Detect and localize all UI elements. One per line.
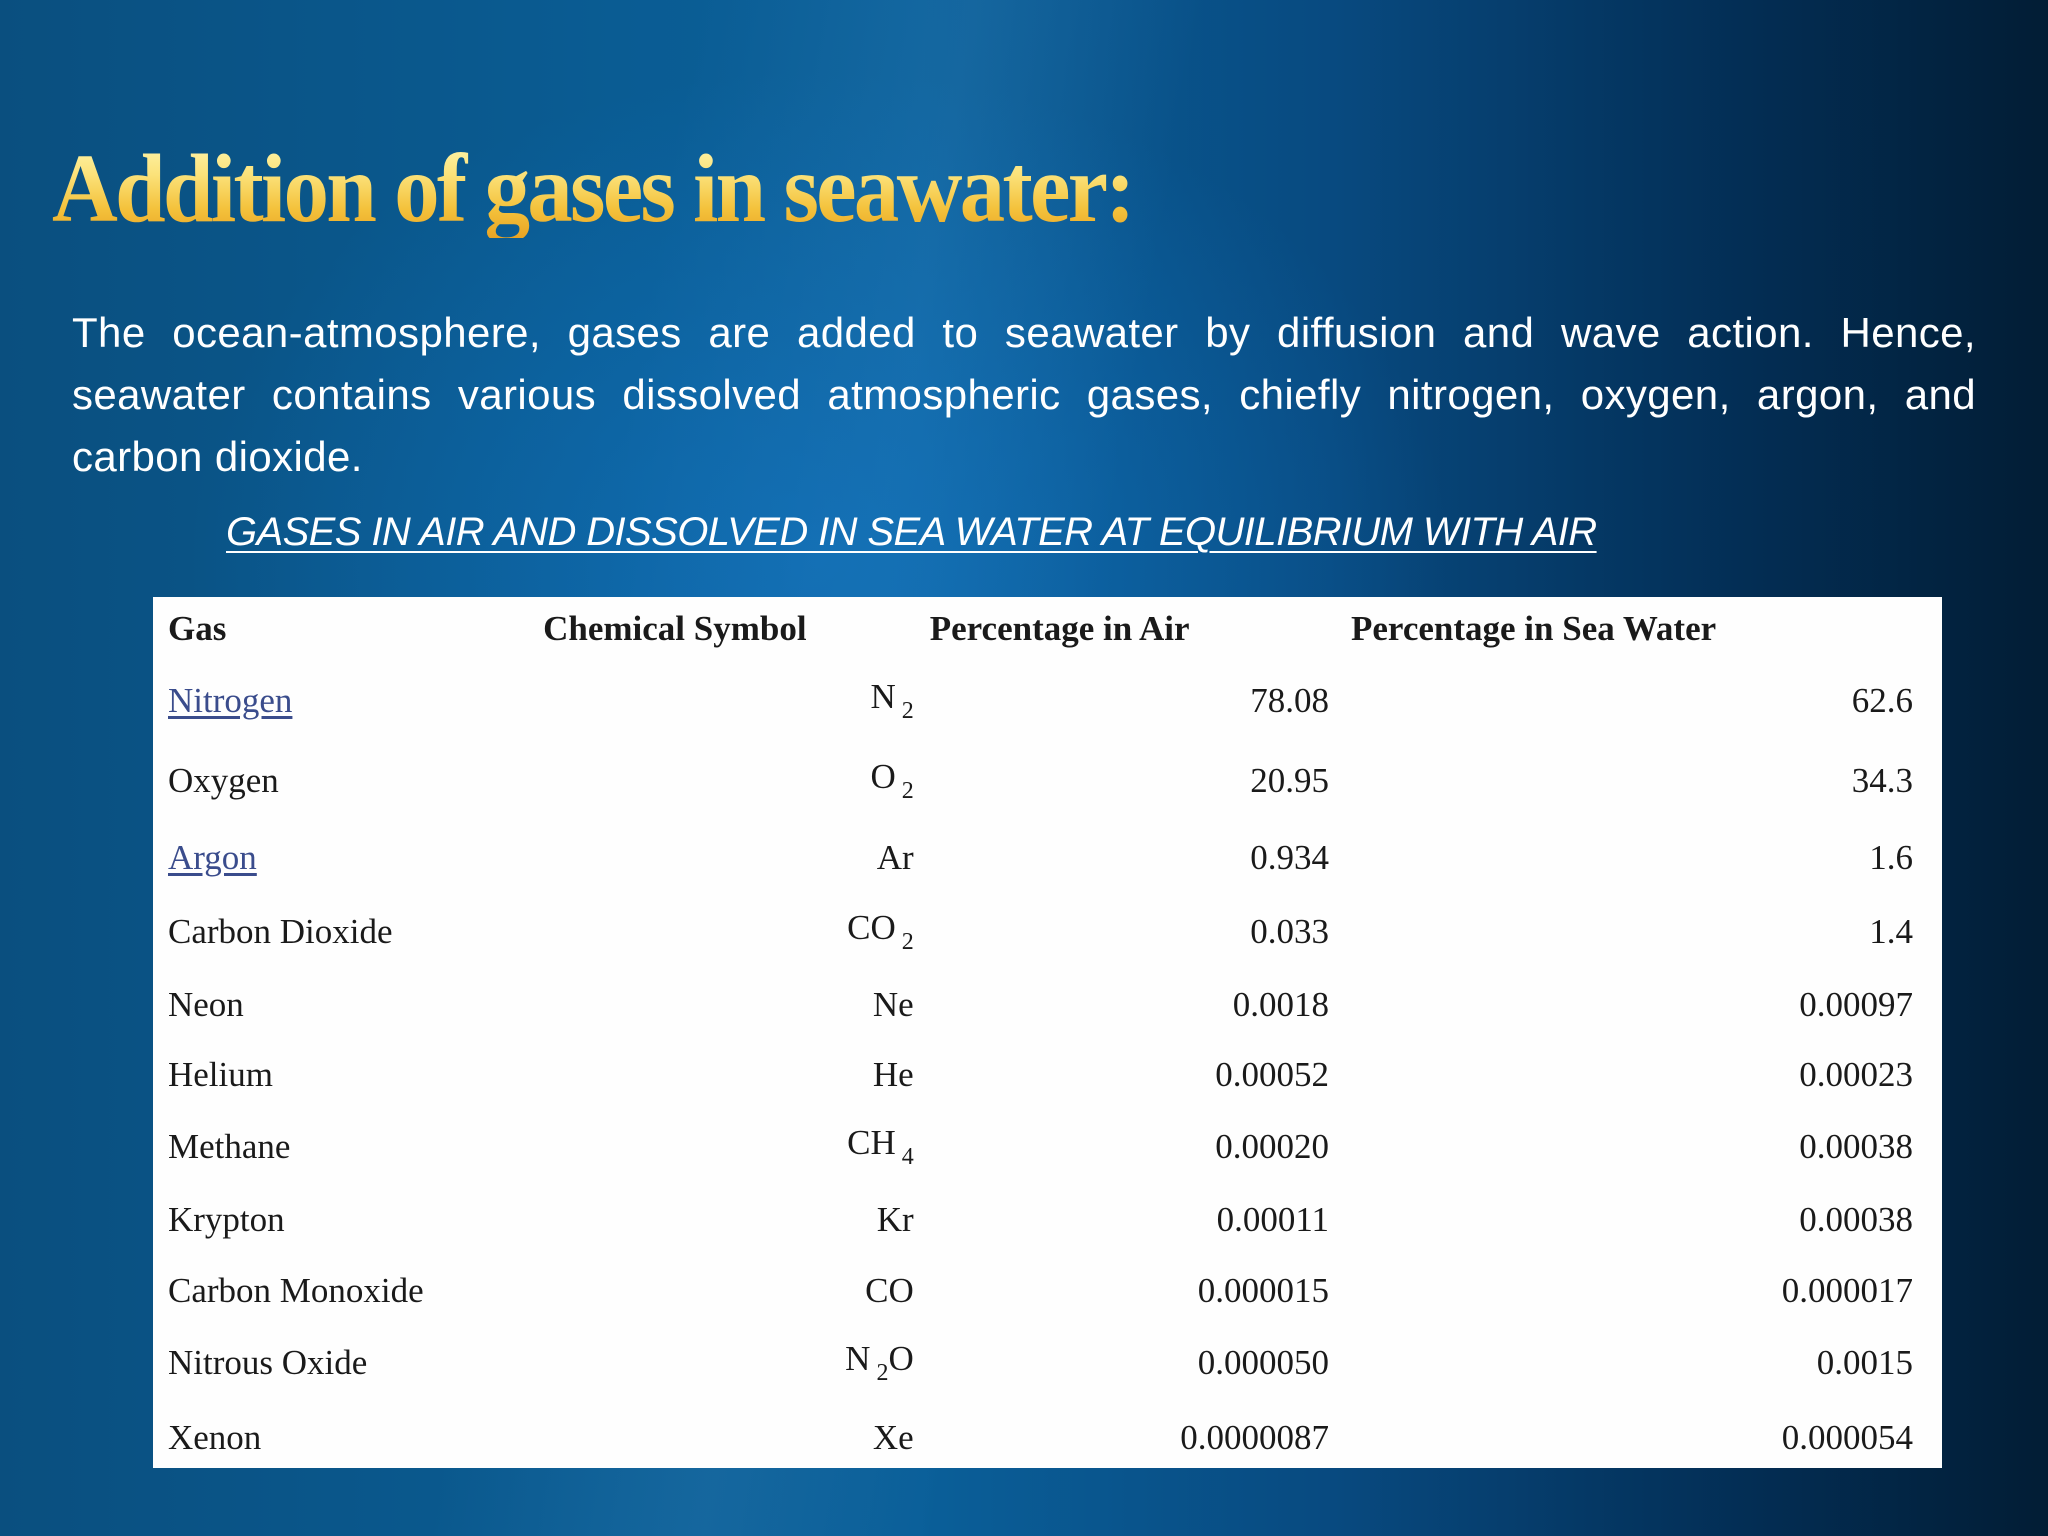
symbol-main: N	[870, 677, 896, 716]
table-row	[153, 1400, 1913, 1476]
header-chemical-symbol: Chemical Symbol	[543, 609, 807, 648]
gas-link-argon[interactable]: Argon	[168, 837, 257, 877]
symbol-subscript: 2	[876, 1360, 889, 1386]
gas-name-cell: Carbon Monoxide	[168, 1271, 424, 1310]
symbol-main: CO	[865, 1271, 914, 1310]
table-row	[153, 1040, 1913, 1110]
table-row	[153, 1326, 1913, 1400]
gas-name-cell: Oxygen	[168, 761, 279, 800]
header-percentage-sea: Percentage in Sea Water	[1351, 609, 1717, 648]
gas-name-cell	[153, 821, 543, 894]
chemical-symbol-cell	[543, 821, 914, 894]
gas-table	[153, 597, 1913, 1476]
percent-sea-cell: 0.00097	[1799, 985, 1913, 1024]
percent-air-cell: 20.95	[1250, 761, 1330, 800]
symbol-subscript: 2	[901, 698, 914, 724]
table-row	[153, 741, 1913, 821]
percent-air-cell: 0.0000087	[1180, 1418, 1330, 1457]
table-row	[153, 1184, 1913, 1256]
gas-name-cell: Carbon Dioxide	[168, 912, 393, 951]
chemical-symbol-cell	[543, 1040, 914, 1110]
gas-name-cell: Krypton	[168, 1200, 285, 1239]
chemical-symbol-cell	[543, 894, 914, 970]
symbol-main: CH	[847, 1123, 896, 1162]
gas-table-body	[153, 661, 1913, 1476]
gas-table-panel	[153, 597, 1942, 1468]
symbol-subscript: 4	[901, 1144, 914, 1170]
symbol-main: Ar	[876, 837, 914, 877]
percent-sea-cell: 1.6	[1869, 837, 1913, 877]
header-percentage-air: Percentage in Air	[929, 609, 1190, 648]
table-caption: GASES IN AIR AND DISSOLVED IN SEA WATER AT EQUILIBRIUM WITH AIR	[226, 510, 1597, 554]
intro-paragraph: The ocean-atmosphere, gases are added to seawater by diffusion and wave action. Hence, seawater contains various dissolved atmospheric gases, chiefly nitrogen, oxygen, argon, and carbon dioxide.	[72, 309, 1976, 480]
table-header-row	[153, 597, 1913, 661]
chemical-symbol-cell	[543, 1400, 914, 1476]
slide-title: Addition of gases in seawater:	[52, 135, 1133, 243]
gas-name-cell: Helium	[168, 1055, 273, 1094]
chemical-symbol-cell	[543, 661, 914, 741]
table-row	[153, 821, 1913, 894]
chemical-symbol-cell	[543, 1326, 914, 1400]
gas-name-cell	[153, 661, 543, 741]
percent-air-cell: 0.0018	[1232, 985, 1330, 1024]
percent-air-cell: 0.00020	[1215, 1127, 1330, 1166]
percent-air-cell: 0.934	[1250, 837, 1330, 877]
gas-name-cell: Methane	[168, 1127, 291, 1166]
symbol-subscript: 2	[901, 929, 914, 955]
header-gas: Gas	[168, 609, 227, 648]
gas-link-nitrogen[interactable]: Nitrogen	[168, 681, 293, 720]
percent-sea-cell: 0.00038	[1799, 1200, 1913, 1239]
chemical-symbol-cell	[543, 1184, 914, 1256]
gas-name-cell: Xenon	[168, 1418, 262, 1457]
percent-sea-cell: 0.0015	[1816, 1343, 1913, 1382]
symbol-main: Kr	[876, 1200, 914, 1239]
symbol-tail: O	[888, 1339, 914, 1378]
percent-sea-cell: 0.000017	[1781, 1271, 1913, 1310]
table-row	[153, 661, 1913, 741]
gas-name-cell: Neon	[168, 985, 244, 1024]
chemical-symbol-cell	[543, 741, 914, 821]
symbol-main: Ne	[872, 985, 914, 1024]
percent-air-cell: 0.000050	[1197, 1343, 1330, 1382]
symbol-main: CO	[847, 908, 896, 947]
symbol-main: He	[872, 1055, 914, 1094]
symbol-main: Xe	[872, 1418, 914, 1457]
percent-sea-cell: 34.3	[1851, 761, 1913, 800]
percent-sea-cell: 0.00023	[1799, 1055, 1913, 1094]
symbol-main: O	[870, 757, 896, 796]
percent-sea-cell: 1.4	[1869, 912, 1913, 951]
percent-sea-cell: 0.000054	[1781, 1418, 1913, 1457]
symbol-subscript: 2	[901, 778, 914, 804]
percent-air-cell: 0.00052	[1215, 1055, 1330, 1094]
chemical-symbol-cell	[543, 1256, 914, 1326]
percent-sea-cell: 0.00038	[1799, 1127, 1913, 1166]
table-row	[153, 970, 1913, 1040]
percent-air-cell: 0.00011	[1216, 1200, 1330, 1239]
symbol-main: N	[845, 1339, 871, 1378]
chemical-symbol-cell	[543, 970, 914, 1040]
table-row	[153, 894, 1913, 970]
percent-air-cell: 78.08	[1250, 681, 1330, 720]
chemical-symbol-cell	[543, 1110, 914, 1184]
table-row	[153, 1256, 1913, 1326]
gas-name-cell: Nitrous Oxide	[168, 1343, 368, 1382]
percent-air-cell: 0.033	[1250, 912, 1330, 951]
percent-air-cell: 0.000015	[1197, 1271, 1330, 1310]
table-row	[153, 1110, 1913, 1184]
percent-sea-cell: 62.6	[1851, 681, 1913, 720]
